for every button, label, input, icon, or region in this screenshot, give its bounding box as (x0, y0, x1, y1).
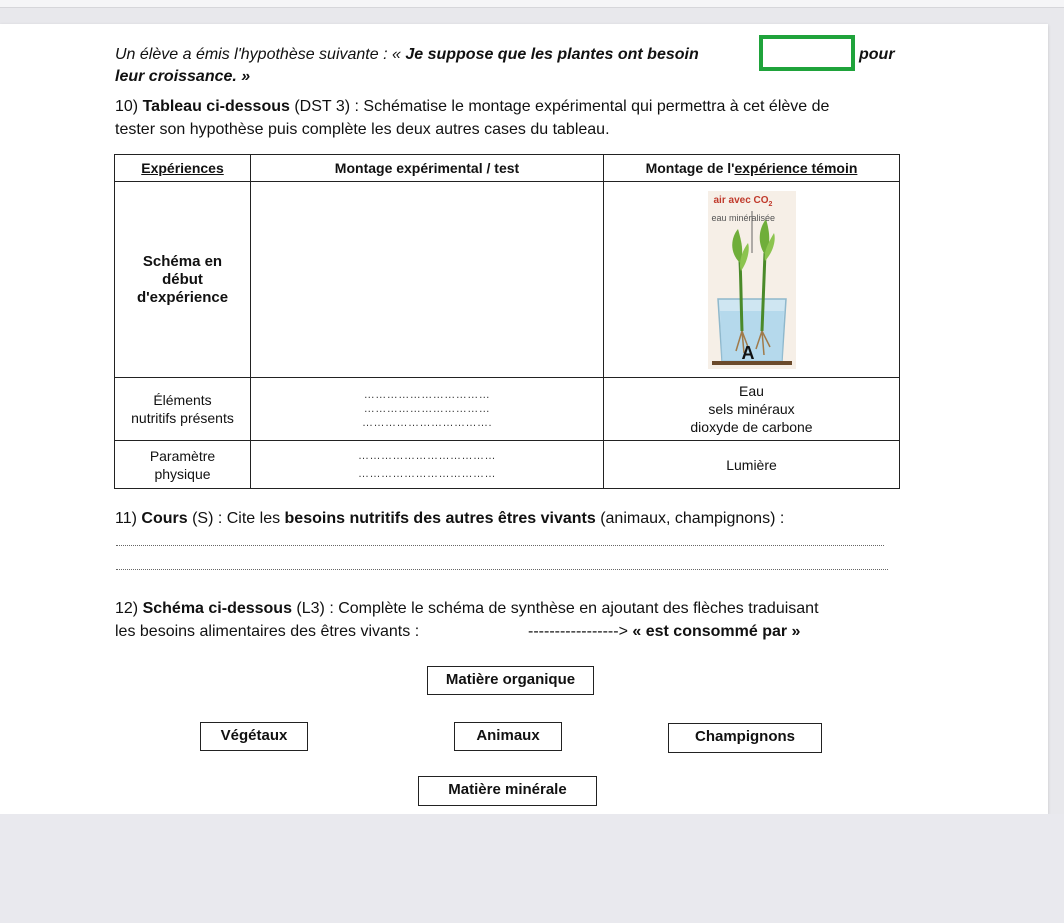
box-matiere-organique[interactable]: Matière organique (427, 666, 594, 695)
header-montage-test: Montage expérimental / test (251, 155, 604, 182)
box-vegetaux[interactable]: Végétaux (200, 722, 308, 751)
question-12-line-2: les besoins alimentaires des êtres vivants : (115, 623, 420, 640)
row-label-parameter: Paramètre physique (115, 441, 251, 489)
top-strip (0, 0, 1064, 8)
plant-experiment-image (708, 191, 796, 369)
table-row-parameter (115, 441, 900, 489)
parameter-temoin-cell: Lumière (604, 441, 900, 489)
table-header-row (115, 155, 900, 182)
question-10-line-1: 10) Tableau ci-dessous (DST 3) : Schématise le montage expérimental qui permettra à cet élève de (115, 98, 830, 115)
question-11: 11) Cours (S) : Cite les besoins nutritifs des autres êtres vivants (animaux, champignons) : (115, 510, 785, 527)
box-champignons[interactable]: Champignons (668, 723, 822, 753)
header-montage-temoin: Montage de l'expérience témoin (604, 155, 900, 182)
table-row-schema (115, 182, 900, 378)
row-label-schema: Schéma en début d'expérience (115, 182, 251, 378)
viewer-background (0, 814, 1064, 923)
answer-line-2[interactable] (116, 569, 888, 570)
nutrients-test-cell[interactable]: …………………………… …………………………… ……………………………. (251, 378, 604, 441)
box-animaux[interactable]: Animaux (454, 722, 562, 751)
parameter-test-cell[interactable]: ……………………………… ……………………………… (251, 441, 604, 489)
image-label-air-co2: air avec $CO_2$ (713, 194, 773, 208)
schema-temoin-cell (604, 182, 900, 378)
schema-test-cell-empty[interactable] (251, 182, 604, 378)
hypothesis-line-1: Un élève a émis l'hypothèse suivante : « Je suppose que les plantes ont besoin (115, 46, 699, 63)
header-experiences: Expériences (115, 155, 251, 182)
redaction-box (759, 35, 855, 71)
image-letter-a: A (741, 342, 755, 363)
table-row-nutrients (115, 378, 900, 441)
question-12-line-1: 12) Schéma ci-dessous (L3) : Complète le schéma de synthèse en ajoutant des flèches traduisant (115, 600, 819, 617)
nutrients-temoin-cell: Eau sels minéraux dioxyde de carbone (604, 378, 900, 441)
box-matiere-minerale[interactable]: Matière minérale (418, 776, 597, 806)
hypothesis-line-2: leur croissance. » (115, 68, 251, 85)
arrow-legend: -----------------> « est consommé par » (528, 623, 801, 640)
image-label-eau-mineralisee: eau minéralisée (711, 212, 776, 223)
hypothesis-pour: pour (859, 46, 895, 63)
answer-line-1[interactable] (116, 545, 884, 546)
row-label-nutrients: Éléments nutritifs présents (115, 378, 251, 441)
experiment-table (114, 154, 900, 489)
question-10-line-2: tester son hypothèse puis complète les deux autres cases du tableau. (115, 121, 610, 138)
